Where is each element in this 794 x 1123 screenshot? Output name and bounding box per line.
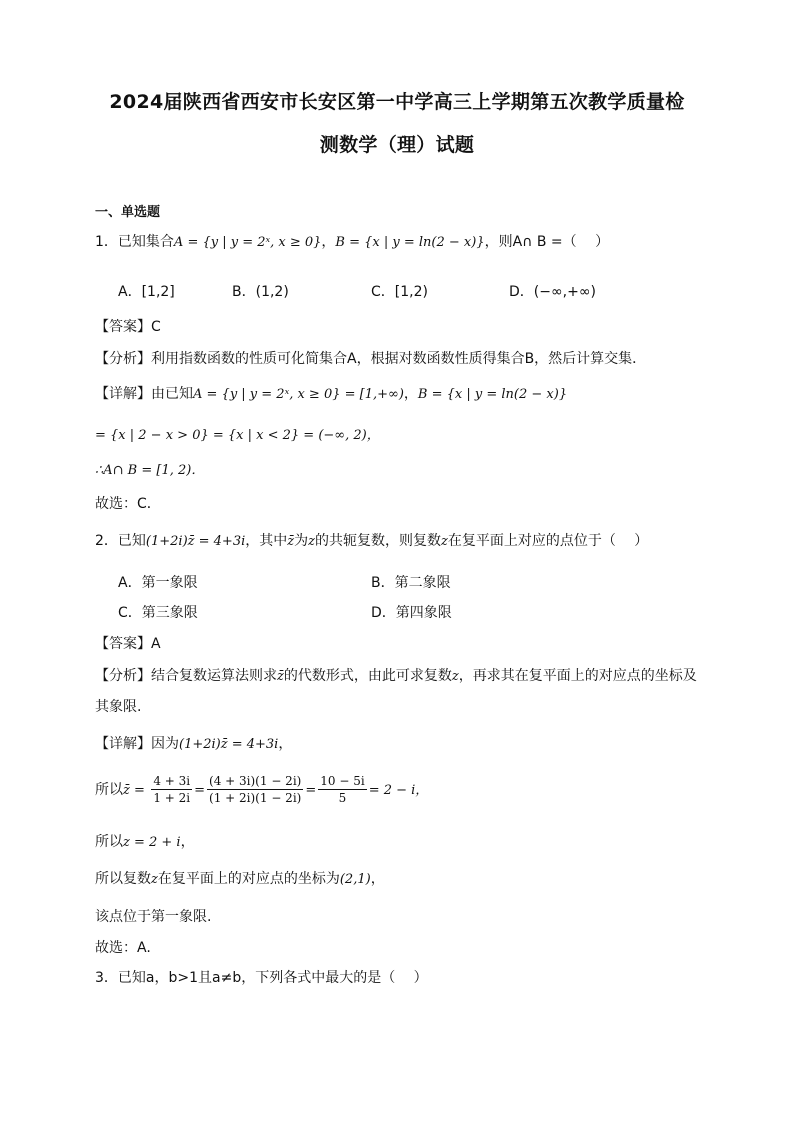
q2-stem-math: (1+2i)z̄ = 4+3i bbox=[145, 534, 246, 549]
q2-stem-mid2: 为 bbox=[294, 533, 309, 549]
q2-analysis-line1 bbox=[95, 668, 697, 685]
fraction-2 bbox=[207, 774, 303, 806]
fraction-2-numerator: (4 + 3i)(1 − 2i) bbox=[207, 774, 303, 790]
q1-choose: 故选：C． bbox=[95, 496, 161, 512]
q2-answer-value: A bbox=[151, 636, 161, 652]
q2-detail3-math: z = 2 + i bbox=[123, 835, 181, 850]
document-title-line2: 测数学（理）试题 bbox=[319, 134, 475, 156]
q1-detail-line1 bbox=[95, 386, 567, 403]
q2-detail3-prefix: 所以 bbox=[95, 834, 123, 850]
q2-z-2: z bbox=[440, 534, 448, 549]
q2-detail-math: (1+2i)z̄ = 4+3i bbox=[179, 737, 279, 752]
fraction-3 bbox=[318, 774, 366, 806]
q1-detail-math1: A = {y | y = 2ˣ, x ≥ 0} = [1,+∞) bbox=[193, 387, 404, 402]
q1-answer-tag: 【答案】 bbox=[95, 319, 151, 335]
q2-detail-line4 bbox=[95, 871, 385, 888]
section-heading: 一、单选题 bbox=[95, 205, 161, 220]
q2-analysis-z: z bbox=[451, 669, 459, 684]
q2-detail-line2: 所以z̄ = $\frac{4 + 3i}{1 + 2i}$ = $\frac{(4 + 3i)(1 - 2i)}{(1 + 2i)(1 - 2i)}$ = $\frac{10 - 5i}{5}$ = 2 − i， bbox=[95, 774, 429, 806]
q2-stem-suffix: 在复平面上对应的点位于（ ） bbox=[447, 533, 649, 549]
q2-option-c: C．第三象限 bbox=[118, 605, 198, 621]
q2-analysis-line2: 其象限. bbox=[95, 699, 142, 715]
fraction-1-numerator: 4 + 3i bbox=[151, 774, 192, 790]
fraction-3-numerator: 10 − 5i bbox=[318, 774, 366, 790]
q2-detail-tag: 【详解】 bbox=[95, 736, 151, 752]
q1-analysis bbox=[95, 351, 646, 368]
q1-detail-math2: B = {x | y = ln(2 − x)} bbox=[417, 387, 568, 402]
q2-stem-mid: ，其中 bbox=[245, 533, 288, 549]
q2-analysis-c: ，再求其在复平面上的对应点的坐标及 bbox=[458, 668, 697, 684]
q2-detail4-end: ， bbox=[370, 871, 385, 887]
q2-choose: 故选：A. bbox=[95, 940, 151, 956]
q1-analysis-tag: 【分析】 bbox=[95, 351, 151, 367]
q2-analysis-a: 结合复数运算法则求 bbox=[151, 668, 277, 684]
q2-stem-mid3: 的共轭复数，则复数 bbox=[314, 533, 441, 549]
q1-option-d: D．(−∞,+∞) bbox=[509, 284, 596, 300]
q2-detail3-end: ， bbox=[180, 834, 195, 850]
q2-option-a: A．第一象限 bbox=[118, 575, 198, 591]
q1-stem bbox=[95, 234, 609, 251]
q2-option-b: B．第二象限 bbox=[371, 575, 451, 591]
fraction-3-denominator: 5 bbox=[338, 791, 347, 806]
q1-option-a: A．[1,2] bbox=[118, 284, 175, 300]
q1-answer-value: C bbox=[151, 319, 161, 335]
q1-analysis-text: 利用指数函数的性质可化简集合A，根据对数函数性质得集合B，然后计算交集． bbox=[151, 351, 647, 367]
q2-stem bbox=[95, 533, 648, 550]
q1-stem-suffix: ，则A∩ B =（ ） bbox=[484, 234, 610, 250]
q2-answer bbox=[95, 636, 161, 653]
q2-detail4-z: z bbox=[151, 872, 158, 887]
q1-set-a: A = {y | y = 2ˣ, x ≥ 0} bbox=[173, 235, 322, 250]
q2-z: z bbox=[308, 534, 315, 549]
q1-detail-tag: 【详解】 bbox=[95, 386, 151, 402]
q2-detail-line5: 该点位于第一象限. bbox=[95, 909, 212, 925]
q1-set-b: B = {x | y = ln(2 − x)} bbox=[335, 235, 485, 250]
q1-answer bbox=[95, 319, 161, 336]
q1-option-b: B．(1,2) bbox=[232, 284, 289, 300]
q2-detail2-prefix: 所以 bbox=[95, 781, 123, 798]
q2-detail4-math: (2,1) bbox=[339, 872, 371, 887]
q2-analysis-tag: 【分析】 bbox=[95, 668, 151, 684]
q2-zbar: z̄ bbox=[287, 534, 295, 549]
q2-detail-line1 bbox=[95, 736, 292, 753]
q2-detail-text: 因为 bbox=[151, 736, 179, 752]
q2-detail2-lhs: z̄ = bbox=[123, 782, 145, 798]
q2-stem-prefix: 2．已知 bbox=[95, 533, 146, 549]
q2-analysis-b: 的代数形式，由此可求复数 bbox=[283, 668, 452, 684]
q1-sep: ， bbox=[321, 234, 336, 250]
q3-stem: 3．已知a，b>1且a≠b，下列各式中最大的是（ ） bbox=[95, 970, 428, 986]
q1-stem-prefix: 1．已知集合 bbox=[95, 234, 174, 250]
q2-detail2-end: = 2 − i， bbox=[368, 782, 429, 798]
q2-detail-line3 bbox=[95, 834, 195, 851]
fraction-1 bbox=[151, 774, 192, 806]
q1-detail-text: 由已知 bbox=[151, 386, 193, 402]
q2-analysis-zbar: z̄ bbox=[277, 669, 284, 684]
fraction-2-denominator: (1 + 2i)(1 − 2i) bbox=[209, 791, 302, 806]
fraction-1-denominator: 1 + 2i bbox=[153, 791, 191, 806]
q1-detail-line3: ∴A∩ B = [1, 2)． bbox=[95, 463, 205, 478]
q2-option-d: D．第四象限 bbox=[371, 605, 452, 621]
q1-detail-line2: = {x | 2 − x > 0} = {x | x < 2} = (−∞, 2)， bbox=[95, 428, 380, 443]
q1-detail-sep: ， bbox=[403, 386, 418, 402]
document-title-line1: 2024届陕西省西安市长安区第一中学高三上学期第五次教学质量检 bbox=[109, 91, 685, 113]
q2-detail4-prefix: 所以复数 bbox=[95, 871, 151, 887]
q2-detail4-mid: 在复平面上的对应点的坐标为 bbox=[157, 871, 340, 887]
q2-detail-end: ， bbox=[278, 736, 293, 752]
q1-option-c: C．[1,2) bbox=[371, 284, 428, 300]
q2-answer-tag: 【答案】 bbox=[95, 636, 151, 652]
